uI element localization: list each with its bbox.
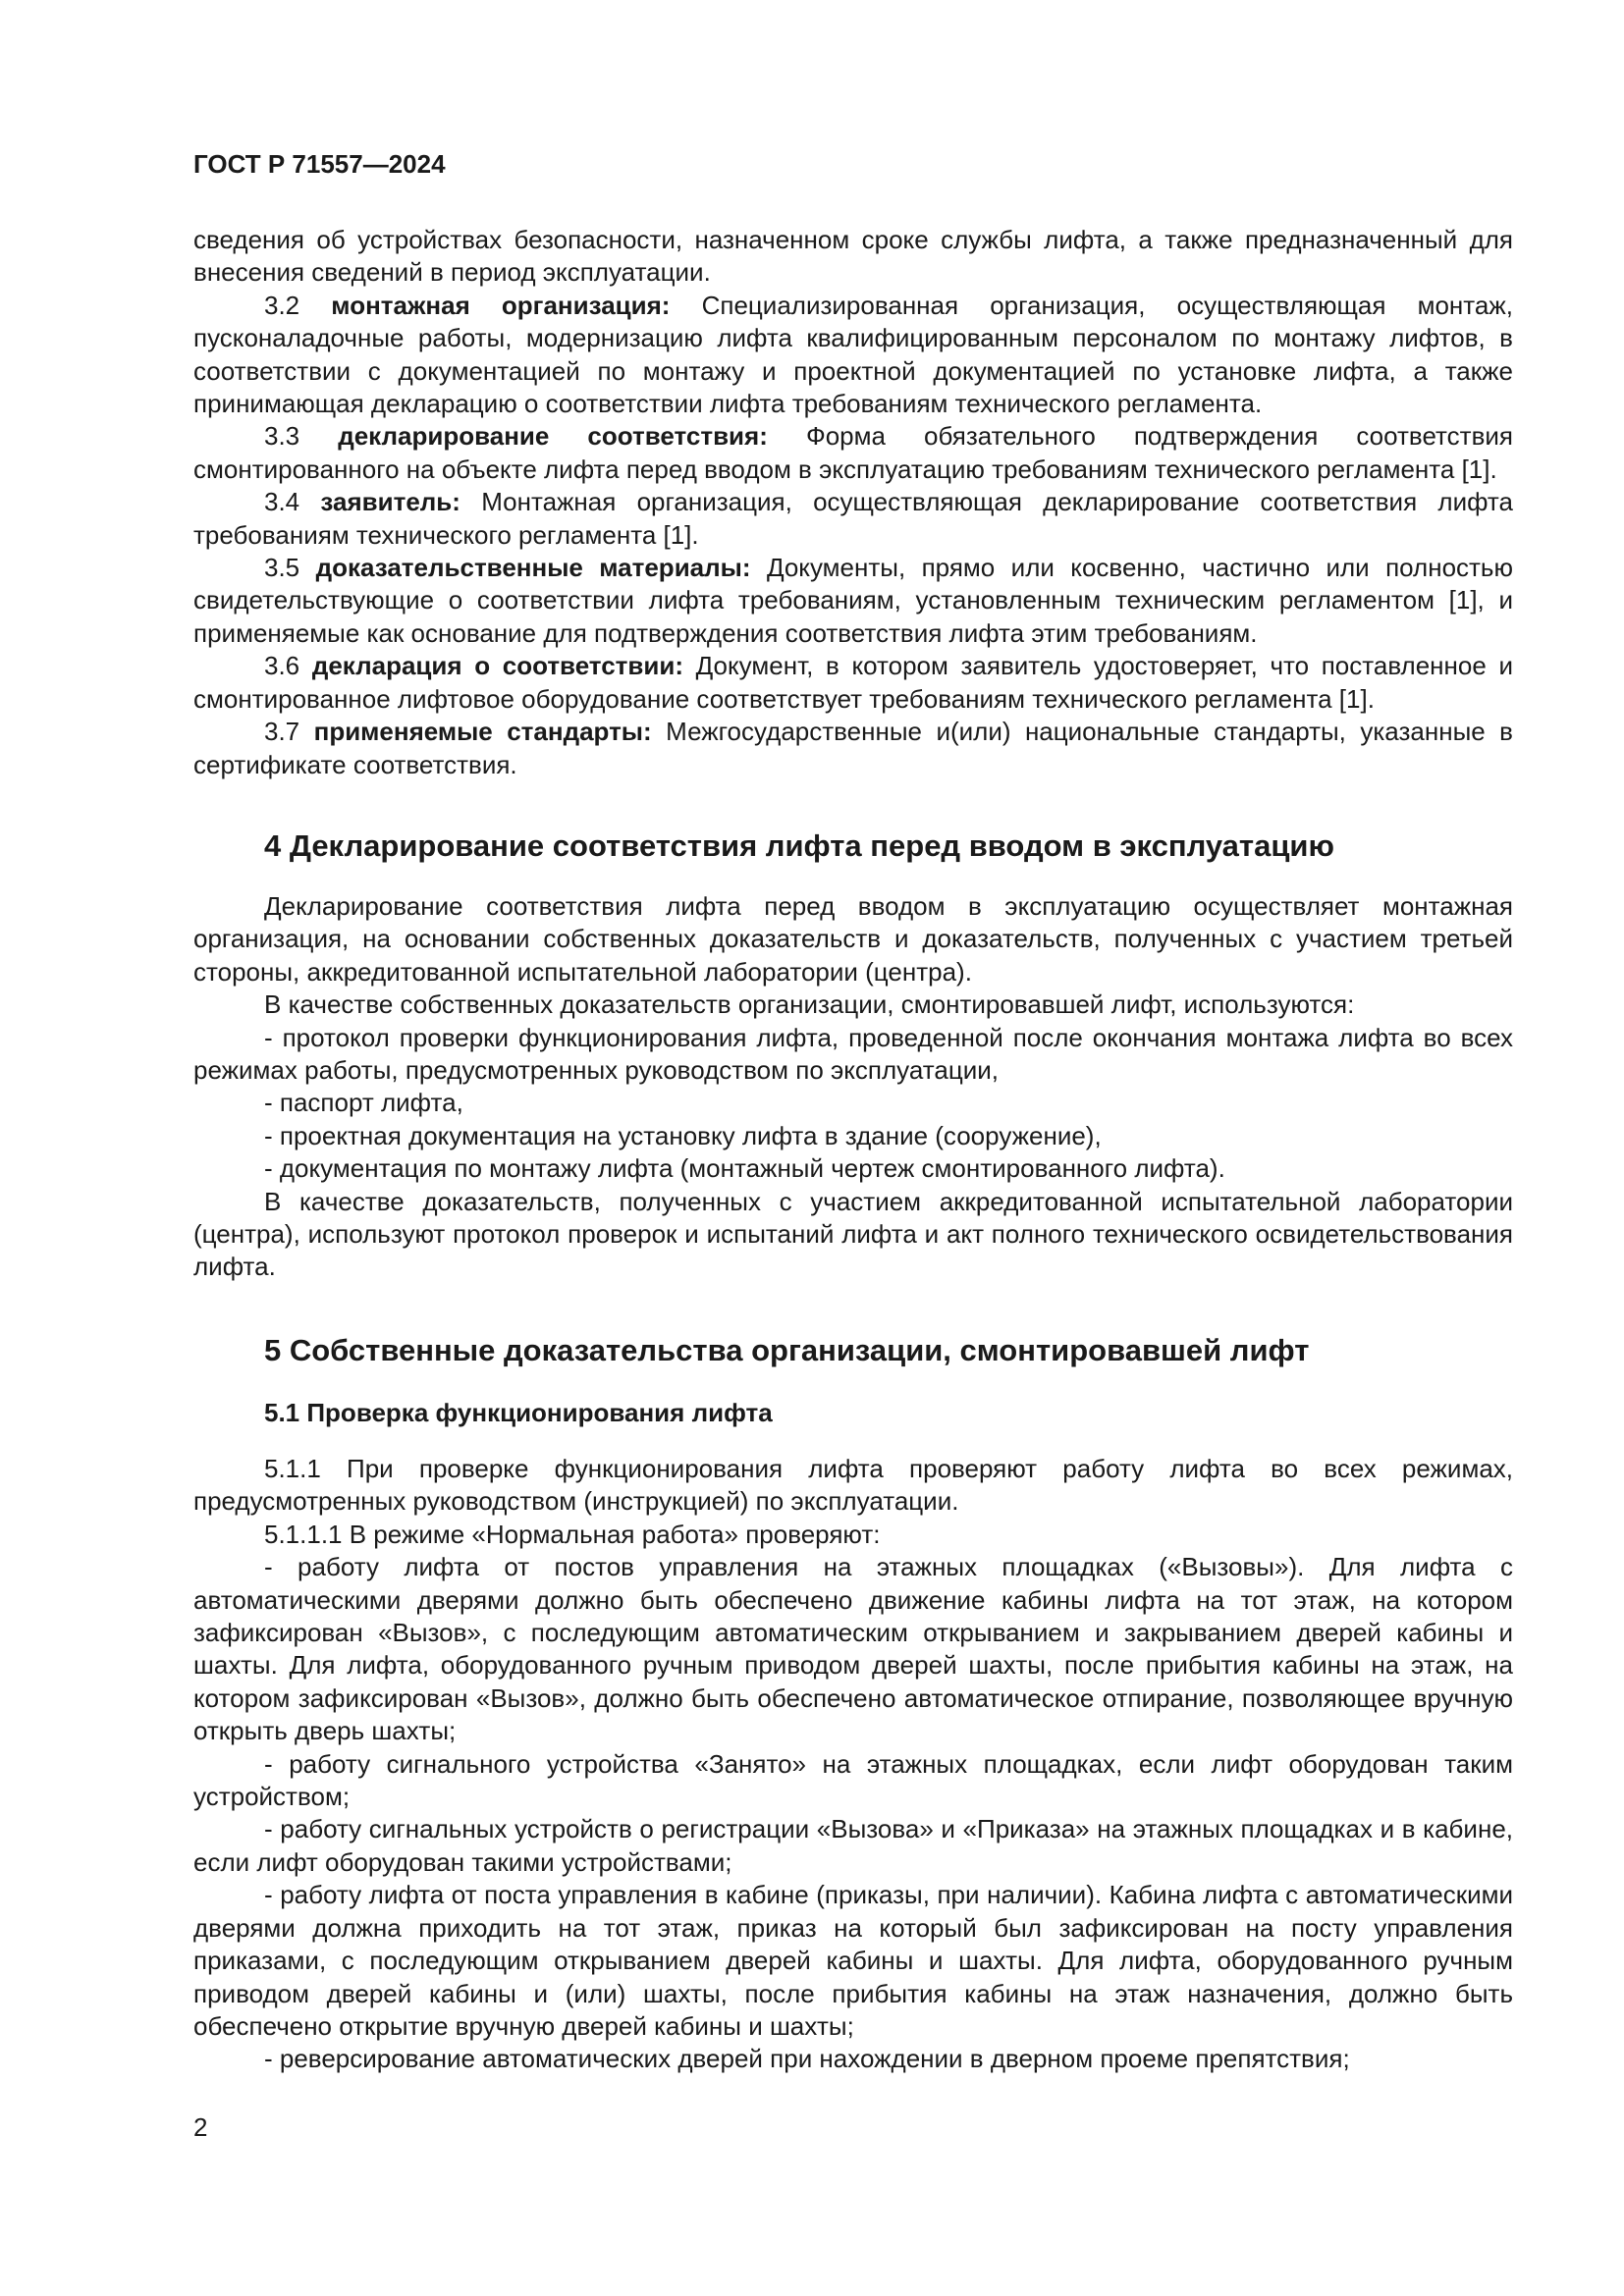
subsection-5-1-heading: 5.1 Проверка функционирования лифта [264, 1398, 773, 1427]
definition-number: 3.7 [264, 717, 300, 747]
list-item: - реверсирование автоматических дверей при нахождении в дверном проеме препятствия; [264, 2044, 1350, 2074]
section-4-para-1: Декларирование соответствия лифта перед вводом в эксплуатацию осуществляет монтажная организация, на основании собственных доказательств и доказательств, полученных с участием третьей стороны, аккредитованной испытательной лаборатории (центра). [193, 891, 1513, 987]
definition-3-3 [193, 420, 1513, 486]
definition-text: Монтажная организация, осуществляющая декларирование соответствия лифта требованиям технического регламента [1]. [193, 487, 1513, 550]
list-item: - проектная документация на установку лифта в здание (сооружение), [264, 1120, 1102, 1150]
list-item: - паспорт лифта, [264, 1088, 463, 1118]
definition-number: 3.6 [264, 651, 300, 681]
definitions-block [193, 224, 1513, 781]
list-item: - работу лифта от поста управления в кабине (приказы, при наличии). Кабина лифта с автоматическими дверями должна приходить на тот этаж, приказ на который был зафиксирован на посту управления приказами, с последующим открыванием дверей кабины и шахты. Для лифта, оборудованного ручным приводом дверей кабины и (или) шахты, после прибытия кабины на этаж назначения, должно быть обеспечено открытие вручную дверей кабины и шахты; [193, 1880, 1513, 2041]
definition-text: Документы, прямо или косвенно, частично или полностью свидетельствующие о соответствии лифта требованиям, установленным техническим регламентом [1], и применяемые как основание для подтверждения соответствия лифта этим требованиям. [193, 553, 1513, 648]
section-5-heading: 5 Собственные доказательства организации, смонтировавшей лифт [264, 1333, 1310, 1367]
list-item: - работу лифта от постов управления на этажных площадках («Вызовы»). Для лифта с автоматическими дверями должно быть обеспечено движение кабины лифта на тот этаж, на котором зафиксирован «Вызов», с последующим автоматическим открыванием и закрыванием дверей кабины и шахты. Для лифта, оборудованного ручным приводом дверей шахты, после прибытия кабины на этаж, на котором зафиксирован «Вызов», должно быть обеспечено автоматическое отпирание, позволяющее вручную открыть дверь шахты; [193, 1552, 1513, 1746]
list-item: - протокол проверки функционирования лифта, проведенной после окончания монтажа лифта во всех режимах работы, предусмотренных руководством по эксплуатации, [193, 1022, 1513, 1086]
definition-3-2 [193, 290, 1513, 421]
section-4-para-3: В качестве доказательств, полученных с участием аккредитованной испытательной лаборатории (центра), используют протокол проверок и испытаний лифта и акт полного технического освидетельствования лифта. [193, 1186, 1513, 1282]
list-item: - работу сигнальных устройств о регистрации «Вызова» и «Приказа» на этажных площадках и в кабине, если лифт оборудован такими устройствами; [193, 1814, 1513, 1877]
definition-text: Специализированная организация, осуществляющая монтаж, пусконаладочные работы, модернизацию лифта квалифицированным персоналом по монтажу лифтов, в соответствии с документацией по монтажу и проектной документацией по установке лифта, а также принимающая декларацию о соответствии лифта требованиям технического регламента. [193, 290, 1513, 419]
definition-term: монтажная организация: [331, 290, 671, 320]
definition-number: 3.3 [264, 421, 300, 452]
page-number: 2 [193, 2112, 208, 2142]
section-4-body [193, 890, 1513, 1284]
definition-number: 3.2 [264, 290, 300, 320]
definition-term: заявитель: [320, 487, 460, 517]
definition-number: 3.4 [264, 487, 300, 517]
section-5-body [193, 1453, 1513, 2076]
definition-3-5 [193, 552, 1513, 650]
definition-3-6 [193, 650, 1513, 716]
section-4-heading: 4 Декларирование соответствия лифта перед вводом в эксплуатацию [264, 828, 1334, 863]
clause-5-1-1-1: 5.1.1.1 В режиме «Нормальная работа» проверяют: [264, 1519, 881, 1549]
clause-5-1-1: 5.1.1 При проверке функционирования лифта проверяют работу лифта во всех режимах, предусмотренных руководством (инструкцией) по эксплуатации. [193, 1454, 1513, 1517]
definition-number: 3.5 [264, 553, 300, 583]
section-4-para-2: В качестве собственных доказательств организации, смонтировавшей лифт, используются: [264, 989, 1355, 1020]
definition-3-7 [193, 716, 1513, 781]
definition-term: применяемые стандарты: [313, 717, 652, 747]
definition-term: доказательственные материалы: [315, 553, 751, 583]
definition-term: декларирование соответствия: [338, 421, 768, 452]
intro-continuation: сведения об устройствах безопасности, назначенном сроке службы лифта, а также предназначенный для внесения сведений в период эксплуатации. [193, 225, 1513, 288]
definition-3-4 [193, 486, 1513, 552]
definition-text: Межгосударственные и(или) национальные стандарты, указанные в сертификате соответствия. [193, 717, 1513, 779]
definition-text: Документ, в котором заявитель удостоверяет, что поставленное и смонтированное лифтовое оборудование соответствует требованиям технического регламента [1]. [193, 651, 1513, 714]
definition-term: декларация о соответствии: [311, 651, 683, 681]
document-code: ГОСТ Р 71557—2024 [193, 149, 446, 179]
list-item: - документация по монтажу лифта (монтажный чертеж смонтированного лифта). [264, 1153, 1225, 1184]
definition-text: Форма обязательного подтверждения соответствия смонтированного на объекте лифта перед вводом в эксплуатацию требованиям технического регламента [1]. [193, 421, 1513, 484]
list-item: - работу сигнального устройства «Занято» на этажных площадках, если лифт оборудован таким устройством; [193, 1748, 1513, 1812]
